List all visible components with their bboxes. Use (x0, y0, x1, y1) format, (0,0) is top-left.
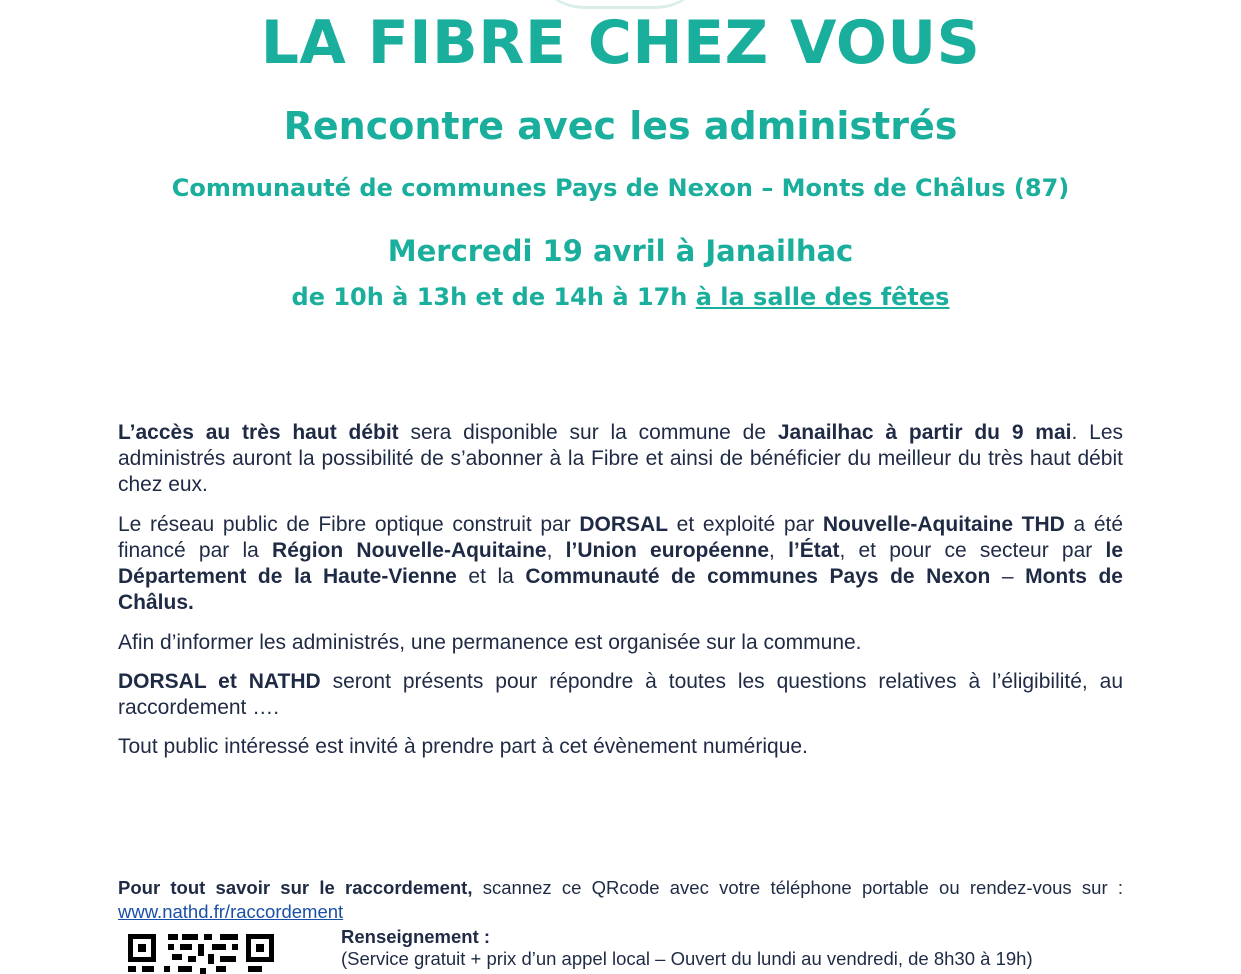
qr-finder (246, 934, 274, 962)
bold-dorsal-nathd: DORSAL et NATHD (118, 670, 321, 693)
paragraph-presence (118, 669, 1123, 721)
community-name: Communauté de communes Pays de Nexon – Monts de Châlus (87) (171, 174, 1070, 202)
qr-module (208, 954, 214, 964)
paragraph-inform (118, 630, 1123, 656)
footer-raccordement (118, 876, 1123, 924)
text-span: , (769, 539, 789, 562)
text-inform: Afin d’informer les administrés, une permanence est organisée sur la commune. (118, 631, 862, 654)
qr-module (142, 966, 154, 972)
event-date: Mercredi 19 avril à Janailhac (387, 234, 854, 268)
page-title: LA FIBRE CHEZ VOUS (260, 8, 981, 78)
text-span: a été financé par la (118, 513, 1124, 562)
qr-module (180, 944, 192, 950)
qr-module (188, 956, 196, 962)
text-span: , (546, 539, 566, 562)
qr-module (220, 934, 238, 940)
text-span: sera disponible sur la commune de (398, 421, 778, 444)
qr-finder (128, 934, 156, 962)
bold-dorsal: DORSAL (579, 513, 669, 536)
qr-module (248, 966, 262, 972)
qr-module (128, 966, 136, 972)
text-span: et la (456, 565, 526, 588)
bold-region: Région Nouvelle-Aquitaine (272, 539, 547, 562)
bold-commune-date: Janailhac à partir du 9 mai (777, 421, 1072, 444)
qr-module (168, 934, 178, 940)
event-hours-text: de 10h à 13h et de 14h à 17h (291, 283, 688, 311)
qr-module (168, 944, 174, 950)
qr-module (198, 944, 204, 956)
qr-module (200, 968, 206, 974)
text-span: . Les administrés auront la possibilité de s’abonner à la Fibre et ainsi de bénéficier du meilleur du très haut débit chez eux. (118, 421, 1124, 496)
text-span: Le réseau public de Fibre optique construit par (118, 513, 580, 536)
qr-module (216, 966, 226, 972)
page-subtitle: Rencontre avec les administrés (283, 104, 958, 148)
paragraph-public (118, 734, 1123, 760)
qr-module (164, 966, 170, 972)
qr-module (178, 966, 192, 972)
bold-nathd: Nouvelle-Aquitaine THD (822, 513, 1065, 536)
paragraph-access (118, 420, 1123, 498)
text-span: – (990, 565, 1026, 588)
event-hours (0, 283, 1241, 311)
text-span: et exploité par (668, 513, 823, 536)
qr-module (172, 954, 182, 960)
qr-module (212, 944, 226, 950)
text-span: seront présents pour répondre à toutes les questions relatives à l’éligibilité, au raccordement …. (118, 670, 1123, 719)
bold-state: l’État (788, 539, 840, 562)
event-venue: à la salle des fêtes (695, 283, 950, 311)
text-public: Tout public intéressé est invité à prendre part à cet évènement numérique. (118, 735, 808, 758)
info-title: Renseignement : (341, 926, 491, 947)
qr-module (220, 956, 236, 962)
info-line: (Service gratuit + prix d’un appel local – Ouvert du lundi au vendredi, de 8h30 à 19h) (341, 948, 1033, 969)
bold-access: L’accès au très haut débit (118, 421, 399, 444)
qr-module (204, 934, 212, 940)
footer-text: scannez ce QRcode avec votre téléphone portable ou rendez-vous sur : (472, 877, 1123, 898)
qr-module (232, 944, 238, 950)
bold-community: Communauté de communes Pays de Nexon (525, 565, 991, 588)
bold-chalus: Monts de Châlus. (118, 565, 1123, 614)
bold-eu: l’Union européenne (565, 539, 770, 562)
paragraph-network (118, 512, 1123, 616)
bold-department: le Département de la Haute-Vienne (118, 539, 1123, 588)
footer-bold-lead: Pour tout savoir sur le raccordement, (118, 877, 473, 898)
qr-module (182, 934, 198, 940)
text-span: , et pour ce secteur par (839, 539, 1106, 562)
raccordement-link[interactable]: www.nathd.fr/raccordement (118, 901, 344, 922)
qr-code-icon (128, 934, 278, 974)
